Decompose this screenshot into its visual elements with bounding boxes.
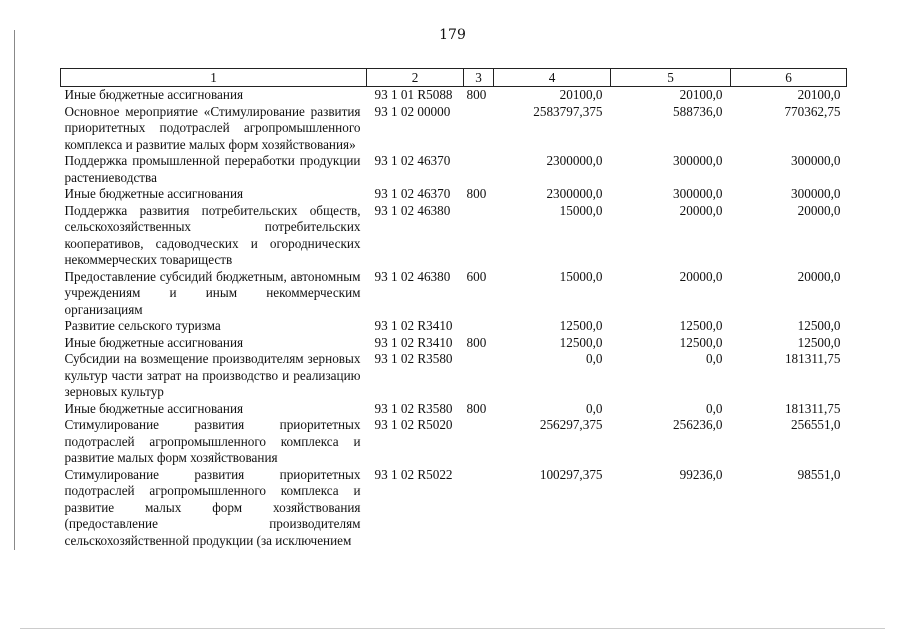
row-expense-type: [464, 203, 494, 269]
row-code: 93 1 02 R5020: [374, 417, 453, 432]
row-value-col4: 256297,375: [539, 417, 603, 432]
row-expense-type: 800: [466, 400, 487, 416]
row-name: Иные бюджетные ассигнования: [64, 334, 244, 350]
row-expense-type: [464, 417, 494, 467]
row-value-col4: 2300000,0: [546, 153, 603, 168]
row-value-col4: 20100,0: [559, 87, 603, 102]
row-expense-type: 600: [466, 268, 487, 284]
row-value-col6: 181311,75: [784, 351, 841, 366]
row-value-col6: 12500,0: [797, 318, 841, 333]
row-name: Поддержка развития потребительских обществ, сельскохозяйственных потребительских кооперативов, садоводческих и огороднических некоммерческих товариществ: [64, 202, 361, 267]
row-value-col6: 12500,0: [797, 334, 841, 350]
row-value-col6: 20100,0: [797, 87, 841, 102]
row-name: Иные бюджетные ассигнования: [64, 400, 244, 416]
row-value-col5: 0,0: [706, 400, 723, 416]
row-code: 93 1 02 46380: [374, 268, 451, 284]
table-row: [61, 87, 847, 104]
table-row: [61, 153, 847, 186]
row-value-col6: 770362,75: [784, 103, 841, 119]
row-value-col4: 2300000,0: [546, 186, 603, 201]
row-value-col5: 300000,0: [673, 153, 723, 168]
row-value-col6: 181311,75: [784, 400, 841, 416]
table-header: [61, 69, 847, 87]
column-header-1: 1: [61, 69, 367, 87]
row-name: Стимулирование развития приоритетных подотраслей агропромышленного комплекса и развитие малых форм хозяйствования (предоставление производителям сельскохозяйственной продукции (за исключением: [64, 466, 361, 548]
row-value-col5: 12500,0: [679, 334, 723, 350]
row-value-col4: 2583797,375: [533, 103, 603, 119]
row-name: Иные бюджетные ассигнования: [64, 186, 244, 201]
row-value-col4: 12500,0: [559, 318, 603, 333]
row-value-col6: 20000,0: [797, 268, 841, 284]
row-value-col4: 12500,0: [559, 334, 603, 350]
row-name: Стимулирование развития приоритетных подотраслей агропромышленного комплекса и развитие малых форм хозяйствования: [64, 417, 361, 465]
table-row: [61, 351, 847, 401]
column-header-4: 4: [494, 69, 611, 87]
row-expense-type: 800: [466, 186, 487, 201]
row-value-col5: 20000,0: [679, 202, 723, 218]
row-value-col4: 0,0: [586, 400, 603, 416]
row-expense-type: [464, 467, 494, 550]
table-row: [61, 104, 847, 154]
row-code: 93 1 02 00000: [374, 103, 451, 119]
row-expense-type: [464, 153, 494, 186]
row-expense-type: [464, 351, 494, 401]
row-value-col4: 15000,0: [559, 268, 603, 284]
row-expense-type: [464, 318, 494, 335]
budget-table: [60, 68, 847, 549]
table-row: [61, 269, 847, 319]
row-value-col6: 20000,0: [797, 202, 841, 218]
table-row: [61, 467, 847, 550]
scan-bottom-edge: [20, 628, 885, 629]
row-name: Субсидии на возмещение производителям зерновых культур части затрат на производство и реализацию зерновых культур: [64, 351, 361, 399]
row-value-col6: 300000,0: [791, 186, 841, 201]
row-value-col5: 12500,0: [679, 318, 723, 333]
row-code: 93 1 02 R3410: [374, 318, 453, 333]
column-header-5: 5: [611, 69, 731, 87]
row-value-col5: 0,0: [706, 351, 723, 366]
row-code: 93 1 02 R3410: [374, 334, 453, 350]
column-header-2: 2: [367, 69, 464, 87]
row-expense-type: 800: [466, 334, 487, 350]
row-value-col6: 98551,0: [797, 466, 841, 482]
row-name: Предоставление субсидий бюджетным, автономным учреждениям и иным некоммерческим организациям: [64, 268, 361, 317]
page-number: 179: [439, 27, 466, 43]
row-value-col4: 0,0: [586, 351, 603, 366]
scan-left-margin-line: [14, 30, 15, 550]
table-row: [61, 318, 847, 335]
row-value-col4: 15000,0: [559, 202, 603, 218]
column-header-6: 6: [731, 69, 847, 87]
row-value-col5: 20100,0: [679, 87, 723, 102]
row-name: Основное мероприятие «Стимулирование развития приоритетных подотраслей агропромышленного комплекса и развитие малых форм хозяйствования»: [64, 103, 361, 152]
row-value-col5: 20000,0: [679, 268, 723, 284]
row-name: Развитие сельского туризма: [64, 318, 221, 333]
row-value-col6: 300000,0: [791, 153, 841, 168]
row-code: 93 1 02 R3580: [374, 400, 453, 416]
table-row: [61, 335, 847, 352]
row-value-col5: 99236,0: [679, 466, 723, 482]
row-name: Поддержка промышленной переработки продукции растениеводства: [64, 153, 361, 185]
table-row: [61, 203, 847, 269]
row-value-col5: 588736,0: [673, 103, 723, 119]
row-code: 93 1 02 R5022: [374, 466, 453, 482]
row-code: 93 1 02 46370: [374, 186, 451, 201]
row-code: 93 1 01 R5088: [374, 87, 453, 102]
row-value-col5: 300000,0: [673, 186, 723, 201]
table-body: [61, 87, 847, 550]
row-name: Иные бюджетные ассигнования: [64, 87, 244, 102]
row-expense-type: 800: [466, 87, 487, 102]
header-row: [61, 69, 847, 87]
column-header-3: 3: [464, 69, 494, 87]
row-value-col5: 256236,0: [673, 417, 723, 432]
row-value-col4: 100297,375: [539, 466, 603, 482]
table-row: [61, 186, 847, 203]
row-expense-type: [464, 104, 494, 154]
row-code: 93 1 02 46380: [374, 202, 451, 218]
row-value-col6: 256551,0: [791, 417, 841, 432]
row-code: 93 1 02 46370: [374, 153, 451, 168]
table-row: [61, 401, 847, 418]
row-code: 93 1 02 R3580: [374, 351, 453, 366]
table-row: [61, 417, 847, 467]
